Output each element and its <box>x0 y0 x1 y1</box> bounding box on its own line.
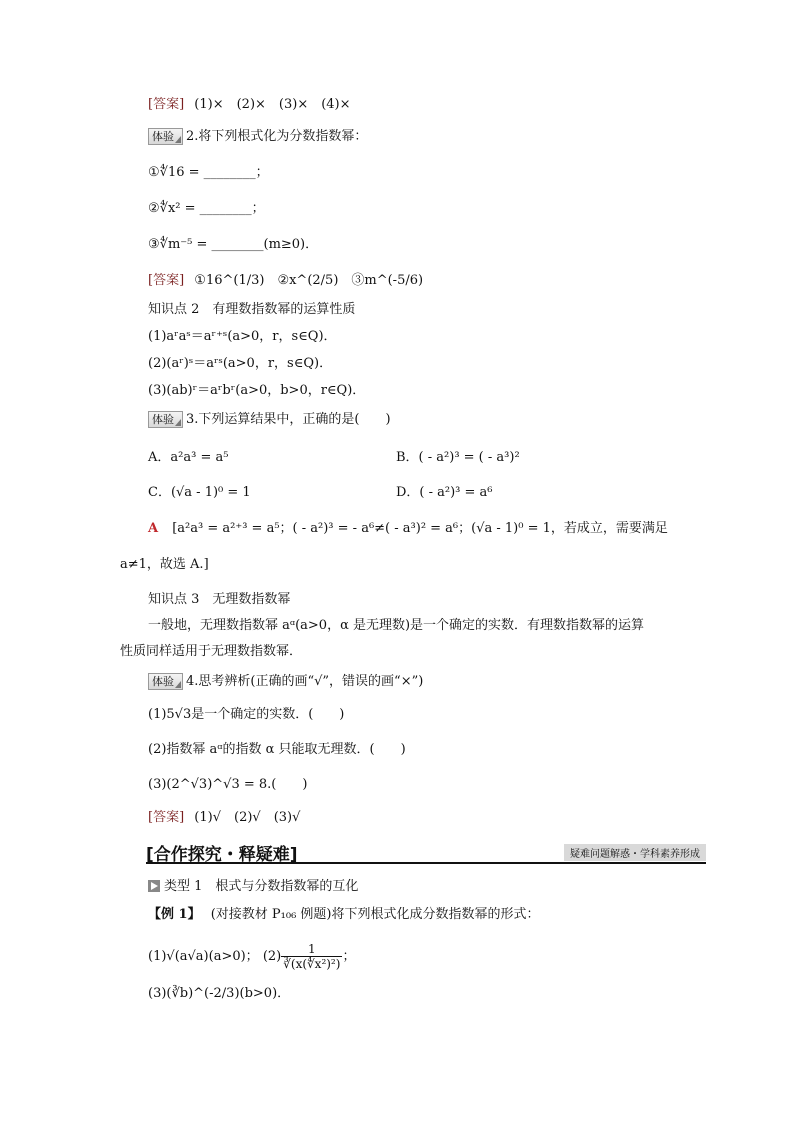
experience-4-item-2: (2)指数幂 aᵅ的指数 α 只能取无理数．( ) <box>148 742 406 757</box>
explanation-text: [a²a³ = a²⁺³ = a⁵；( - a²)³ = - a⁶≠( - a³)² = a⁶；(√a - 1)⁰ = 1，若成立，需要满足 <box>172 521 668 536</box>
experience-4-title <box>148 673 423 691</box>
knowledge-point-3-para-1: 一般地，无理数指数幂 aᵅ(a>0，α 是无理数)是一个确定的实数．有理数指数幂的运算 <box>148 618 645 633</box>
explanation-3-line-1 <box>148 520 668 538</box>
experience-3-title <box>148 411 391 429</box>
answer-2 <box>148 272 423 290</box>
fraction-numerator: 1 <box>281 942 342 957</box>
answer-4 <box>148 809 300 827</box>
example-item-3: (3)(∛b)^(-2/3)(b>0)． <box>148 986 291 1001</box>
answer-letter: A <box>148 521 159 536</box>
knowledge-point-3-para-2: 性质同样适用于无理数指数幂． <box>120 644 303 659</box>
experience-text: 3.下列运算结果中，正确的是( ) <box>186 412 391 427</box>
experience-2-item-3: ③∜m⁻⁵ = ________(m≥0)． <box>148 237 319 252</box>
explanation-3-line-2: a≠1，故选 A.] <box>120 557 209 572</box>
experience-2-title <box>148 128 367 146</box>
example-text: (对接教材 P₁₀₆ 例题)将下列根式化成分数指数幂的形式： <box>210 907 540 922</box>
experience-2-item-1: ①∜16 = ________； <box>148 165 269 180</box>
answer-1 <box>148 96 351 114</box>
experience-4-item-3: (3)(2^√3)^√3 = 8.( ) <box>148 777 308 792</box>
experience-text: 2.将下列根式化为分数指数幂： <box>186 129 368 144</box>
example-item-2-fraction <box>281 942 342 971</box>
answer-text: (1)√ (2)√ (3)√ <box>194 810 301 825</box>
experience-4-item-1: (1)5√3是一个确定的实数．( ) <box>148 707 345 722</box>
section-header <box>146 840 706 864</box>
option-c: C．(√a - 1)⁰ = 1 <box>148 485 251 500</box>
rule-1: (1)aʳaˢ＝aʳ⁺ˢ(a>0，r，s∈Q)． <box>148 329 337 344</box>
rule-2: (2)(aʳ)ˢ＝aʳˢ(a>0，r，s∈Q)． <box>148 356 333 371</box>
fraction-denominator: ∛(x(∜x²)²) <box>283 957 341 971</box>
experience-text: 4.思考辨析(正确的画“√”，错误的画“×”) <box>186 674 424 689</box>
answer-text: (1)× (2)× (3)× (4)× <box>194 97 351 112</box>
answer-tag: [答案] <box>148 273 185 288</box>
knowledge-point-3-title: 知识点 3 无理数指数幂 <box>148 592 291 607</box>
option-a: A．a²a³ = a⁵ <box>148 450 229 465</box>
rule-3: (3)(ab)ʳ＝aʳbʳ(a>0，b>0，r∈Q)． <box>148 383 366 398</box>
experience-tag: 体验 <box>148 673 183 690</box>
experience-tag: 体验 <box>148 411 183 428</box>
experience-tag: 体验 <box>148 128 183 145</box>
type-1-text: 类型 1 根式与分数指数幂的互化 <box>164 879 359 894</box>
option-b: B．( - a²)³ = ( - a³)² <box>396 450 520 465</box>
play-triangle-icon <box>148 880 160 892</box>
answer-tag: [答案] <box>148 810 185 825</box>
example-item-2-prefix: (2) <box>262 949 282 964</box>
example-label: 【例 1】 <box>148 907 201 922</box>
experience-2-item-2: ②∜x² = ________； <box>148 201 265 216</box>
example-1 <box>148 906 540 924</box>
example-1-items-1-2 <box>148 942 355 971</box>
option-d: D．( - a²)³ = a⁶ <box>396 485 493 500</box>
section-title: [合作探究・释疑难] <box>146 845 298 865</box>
type-1-title <box>148 878 358 896</box>
example-item-1: (1)√(a√a)(a>0)； <box>148 949 259 964</box>
answer-text: ①16^(1/3) ②x^(2/5) ③m^(-5/6) <box>194 273 424 288</box>
answer-tag: [答案] <box>148 97 185 112</box>
knowledge-point-2-title: 知识点 2 有理数指数幂的运算性质 <box>148 302 356 317</box>
section-tagline: 疑难问题解惑・学科素养形成 <box>564 844 706 861</box>
example-item-2-suffix: ； <box>342 949 356 964</box>
